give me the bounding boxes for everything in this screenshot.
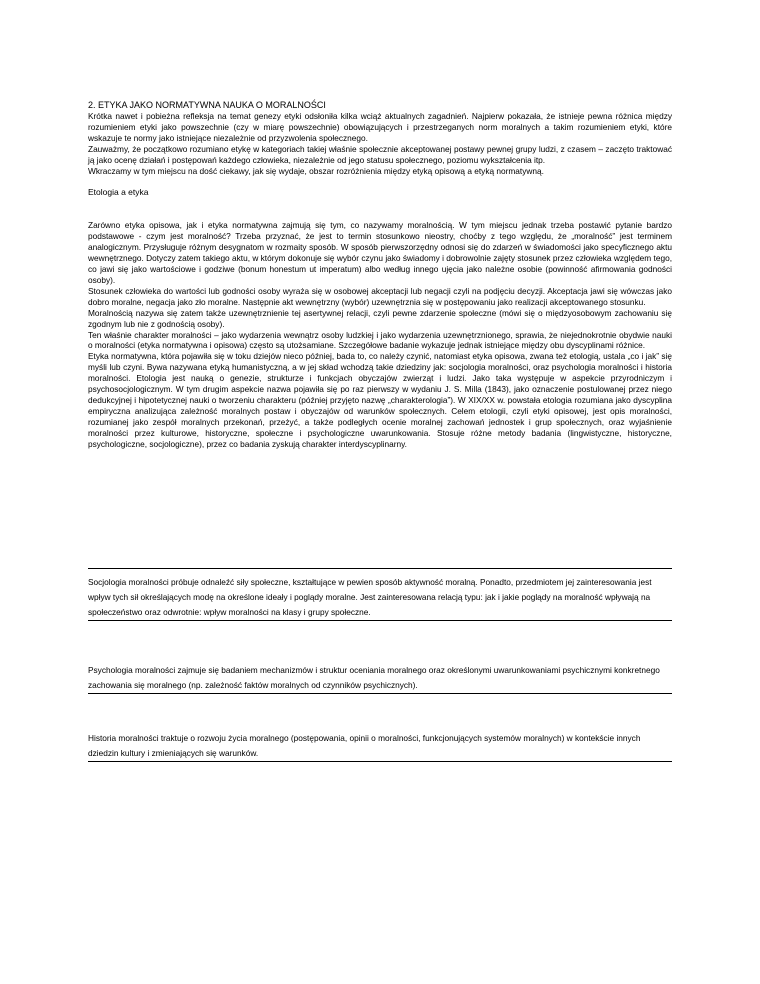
body-paragraph: Etyka normatywna, która pojawiła się w toku dziejów nieco później, bada to, co należy czynić, natomiast etyka opisowa, zwana też etologią, ustala „co i jak” się myśli lub czyni. Bywa nazywana etyką humanistyczną, a w jej skład wchodzą takie dziedziny jak: socjologia moralności, oraz psychologia moralności i historia moralności. Etologia jest nauką o genezie, strukturze i funkcjach obyczajów zwierząt i ludzi. Jako taka występuje w aspekcie przyrodniczym i psychosocjologicznym. W tym drugim aspekcie nazwa pojawiła się po raz pierwszy w wydaniu J. S. Milla (1843), jako oznaczenie postulowanej przez niego dedukcyjnej i hipotetycznej nauki o tworzeniu charakteru (później przyjęto nazwę „charakterologia”). W XIX/XX w. powstała etologia rozumiana jako dyscyplina empiryczna analizująca zależność moralnych postaw i obyczajów od warunków społecznych. Celem etologii, czyli etyki opisowej, jest opis moralności, rozumianej jako zespół moralnych przekonań, przeżyć, a także podległych ocenie moralnej zachowań jednostek i grup społecznych, oraz wyjaśnienie moralności przez kulturowe, historyczne, społeczne i psychologiczne uwarunkowania. Stosuje różne metody badania (lingwistyczne, historyczne, psychologiczne, socjologiczne), przez co badania zyskują charakter interdyscyplinarny. (88, 351, 672, 449)
subheading: Etologia a etyka (88, 187, 149, 198)
body-paragraph: Moralnością nazywa się zatem także uzewnętrznienie tej asertywnej relacji, czyli pewne zdarzenie społeczne (mówi się o międzyosobowym zachowaniu się zgodnym lub nie z godnością osoby). (88, 307, 672, 329)
top-rule (88, 568, 672, 569)
sociology-box (88, 575, 672, 621)
history-box (88, 731, 672, 762)
section-title: 2. ETYKA JAKO NORMATYWNA NAUKA O MORALNOŚCI (88, 100, 326, 110)
box-text: Socjologia moralności próbuje odnaleźć siły społeczne, kształtujące w pewien sposób aktywność moralną. Ponadto, przedmiotem jej zainteresowania jest wpływ tych sił określających modę na określone ideały i poglądy moralne. Jest zainteresowana relacją typu: jak i jakie poglądy na moralność wpływają na społeczeństwo oraz odwrotnie: wpływ moralności na klasy i grupy społeczne. (88, 577, 652, 617)
body-paragraph: Stosunek człowieka do wartości lub godności osoby wyraża się w osobowej akceptacji lub negacji czyli na podjęciu decyzji. Akceptacja jawi się wówczas jako dobro moralne, negacja jako zło moralne. Następnie akt wewnętrzny (wybór) uzewnętrznia się w postępowaniu jako realizacji akceptowanego stosunku. (88, 285, 672, 307)
document-body (88, 100, 672, 449)
intro-paragraph: Zauważmy, że początkowo rozumiano etykę w kategoriach takiej właśnie społecznie akceptowanej postawy pewnej grupy ludzi, z czasem – zaczęto traktować ją jako ocenę działań i postępowań każdego człowieka, niezależnie od jego statusu społecznego, poziomu wykształcenia itp. (88, 143, 672, 165)
intro-paragraph: Wkraczamy w tym miejscu na dość ciekawy, jak się wydaje, obszar rozróżnienia między etyką opisową a etyką normatywną. (88, 165, 544, 176)
body-paragraph: Zarówno etyka opisowa, jak i etyka normatywna zajmują się tym, co nazywamy moralnością. W tym miejscu jednak trzeba postawić pytanie bardzo podstawowe - czym jest moralność? Trzeba przyznać, że jest to termin stosunkowo nieostry, choćby z tego względu, że „moralność” jest terminem analogicznym. Przysługuje różnym desygnatom w rozmaity sposób. W sposób pierwszorzędny odnosi się do zdarzeń w świadomości jako specyficznego aktu wewnętrznego. Dotyczy zatem takiego aktu, w którym dokonuje się wybór czynu jako świadomy i dobrowolnie zajęty stosunek przez człowieka względem tego, co jawi się jako wartościowe i godziwe (bonum honestum ut imperatum) albo według innego ujęcia jako należne osobie (powinność afirmowania godności osoby). (88, 220, 672, 285)
box-text: Historia moralności traktuje o rozwoju życia moralnego (postępowania, opinii o moralności, funkcjonujących systemów moralnych) w kontekście innych dziedzin kultury i zmieniających się warunków. (88, 733, 641, 758)
intro-paragraph: Krótka nawet i pobieżna refleksja na temat genezy etyki odsłoniła kilka wciąż aktualnych zagadnień. Najpierw pokazała, że istnieje pewna różnica między rozumieniem etyki jako powszechnie (czy w miarę powszechnie) obowiązujących i przestrzeganych norm moralnych a takim rozumieniem etyki, które wskazuje te normy jako istniejące niezależnie od przyzwolenia społecznego. (88, 111, 672, 143)
body-paragraph: Ten właśnie charakter moralności – jako wydarzenia wewnątrz osoby ludzkiej i jako wydarzenia uzewnętrznionego, sprawia, że niejednokrotnie obydwie nauki o moralności (etyka normatywna i opisowa) często są utożsamiane. Szczegółowe badanie wykazuje jednak istniejące między obu dyscyplinami różnice. (88, 329, 672, 351)
psychology-box (88, 663, 672, 694)
box-text: Psychologia moralności zajmuje się badaniem mechanizmów i struktur oceniania moralnego oraz określonymi uwarunkowaniami psychicznymi konkretnego zachowania się moralnego (np. zależność faktów moralnych od czynników psychicznych). (88, 665, 660, 690)
